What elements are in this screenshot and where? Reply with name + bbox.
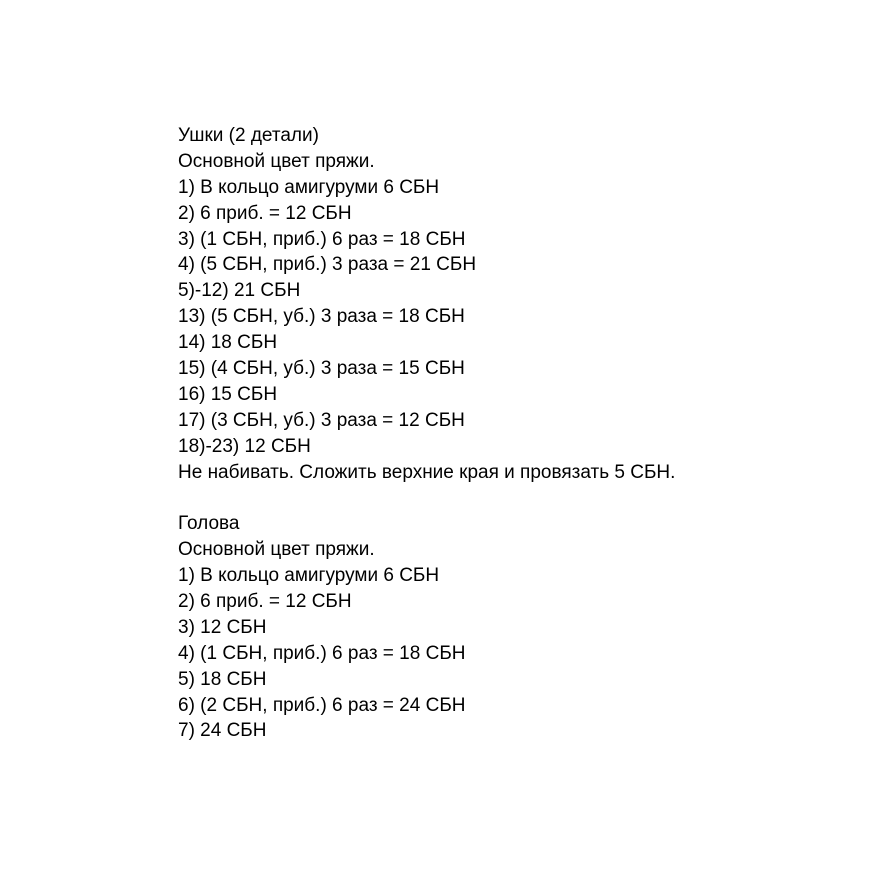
text-line: 5)-12) 21 СБН bbox=[178, 280, 301, 302]
text-line: 4) (5 СБН, приб.) 3 раза = 21 СБН bbox=[178, 254, 477, 276]
text-line: 6) (2 СБН, приб.) 6 раз = 24 СБН bbox=[178, 694, 466, 716]
section-title-head: Голова bbox=[178, 513, 240, 535]
text-line: 3) (1 СБН, приб.) 6 раз = 18 СБН bbox=[178, 228, 466, 250]
text-line: 18)-23) 12 СБН bbox=[178, 435, 311, 457]
text-line: 5) 18 СБН bbox=[178, 668, 267, 690]
text-line: 2) 6 приб. = 12 СБН bbox=[178, 202, 352, 224]
text-line: 4) (1 СБН, приб.) 6 раз = 18 СБН bbox=[178, 642, 466, 664]
section-spacer bbox=[178, 485, 858, 511]
text-line: Основной цвет пряжи. bbox=[178, 150, 375, 172]
text-line: 14) 18 СБН bbox=[178, 332, 278, 354]
text-line: Не набивать. Сложить верхние края и провязать 5 СБН. bbox=[178, 461, 676, 483]
text-line: Основной цвет пряжи. bbox=[178, 539, 375, 561]
text-line: 7) 24 СБН bbox=[178, 720, 267, 742]
section-title-ears: Ушки (2 детали) bbox=[178, 125, 319, 146]
text-line: 16) 15 СБН bbox=[178, 383, 278, 405]
text-line: 2) 6 приб. = 12 СБН bbox=[178, 591, 352, 613]
document-text bbox=[178, 123, 858, 744]
text-line: 13) (5 СБН, уб.) 3 раза = 18 СБН bbox=[178, 306, 465, 328]
text-line: 3) 12 СБН bbox=[178, 616, 267, 638]
text-line: 17) (3 СБН, уб.) 3 раза = 12 СБН bbox=[178, 409, 465, 431]
text-line: 1) В кольцо амигуруми 6 СБН bbox=[178, 565, 440, 587]
text-line: 1) В кольцо амигуруми 6 СБН bbox=[178, 176, 440, 198]
text-line: 15) (4 СБН, уб.) 3 раза = 15 СБН bbox=[178, 358, 465, 380]
